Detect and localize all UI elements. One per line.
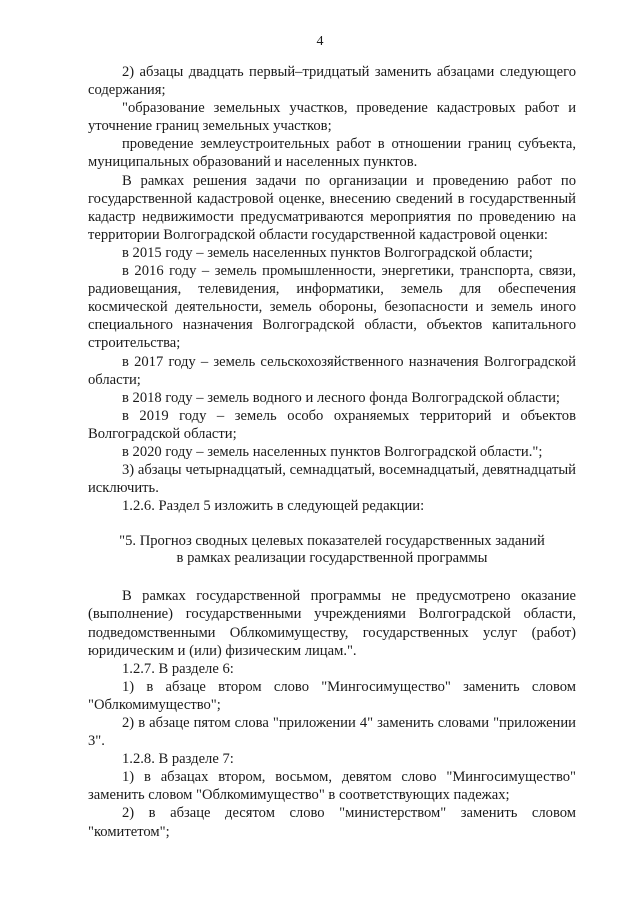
paragraph-clause-1-2-6: 1.2.6. Раздел 5 изложить в следующей редакции: xyxy=(122,498,425,515)
paragraph-land-plots-formation: "образование земельных участков, проведение кадастровых работ и уточнение границ земельных участков; xyxy=(88,100,576,135)
page-number: 4 xyxy=(316,34,324,49)
paragraph-clause-1-2-7: 1.2.7. В разделе 6: xyxy=(122,660,234,677)
section-heading xyxy=(88,533,576,567)
paragraph-year-2015: в 2015 году – земель населенных пунктов Волгоградской области; xyxy=(122,244,533,261)
paragraph-clause-1-2-8: 1.2.8. В разделе 7: xyxy=(122,751,234,768)
paragraph-year-2019: в 2019 году – земель особо охраняемых территорий и объектов Волгоградской области; xyxy=(88,407,576,442)
paragraph-program-services: В рамках государственной программы не предусмотрено оказание (выполнение) государственными учреждениями Волгоградской области, подведомственными Облкомимуществу, государственных услуг (работ) юридическим и (или) физическим лицам.". xyxy=(88,588,576,659)
document-body xyxy=(88,63,576,841)
paragraph-section-7-item-2: 2) в абзаце десятом слово "министерством" заменить словом "комитетом"; xyxy=(88,805,576,840)
paragraph-year-2020: в 2020 году – земель населенных пунктов Волгоградской области."; xyxy=(122,443,543,460)
paragraph-amend-item-3: 3) абзацы четырнадцатый, семнадцатый, восемнадцатый, девятнадцатый исключить. xyxy=(88,462,576,497)
paragraph-year-2018: в 2018 году – земель водного и лесного фонда Волгоградской области; xyxy=(122,389,560,406)
paragraph-amend-item-2: 2) абзацы двадцать первый–тридцатый заменить абзацами следующего содержания; xyxy=(88,64,576,99)
paragraph-land-survey-works: проведение землеустроительных работ в отношении границ субъекта, муниципальных образований и населенных пунктов. xyxy=(88,136,576,171)
paragraph-year-2016: в 2016 году – земель промышленности, энергетики, транспорта, связи, радиовещания, телевидения, информатики, земель для обеспечения космической деятельности, земель обороны, безопасности и земель иного специального назначения Волгоградской области, объектов капитального строительства; xyxy=(88,263,576,352)
paragraph-section-7-item-1: 1) в абзацах втором, восьмом, девятом слово "Мингосимущество" заменить словом "Облкомимущество" в соответствующих падежах; xyxy=(88,769,576,804)
paragraph-section-6-item-2: 2) в абзаце пятом слова "приложении 4" заменить словами "приложении 3". xyxy=(88,715,576,750)
section-heading-line-1: "5. Прогноз сводных целевых показателей государственных заданий xyxy=(119,533,545,550)
paragraph-cadastral-valuation-intro: В рамках решения задачи по организации и проведению работ по государственной кадастровой оценке, внесению сведений в государственный кадастр недвижимости предусматриваются мероприятия по проведению на территории Волгоградской области государственной кадастровой оценки: xyxy=(88,172,576,243)
section-heading-line-2: в рамках реализации государственной программы xyxy=(176,550,488,567)
paragraph-year-2017: в 2017 году – земель сельскохозяйственного назначения Волгоградской области; xyxy=(88,353,576,388)
paragraph-section-6-item-1: 1) в абзаце втором слово "Мингосимущество" заменить словом "Облкомимущество"; xyxy=(88,678,576,713)
